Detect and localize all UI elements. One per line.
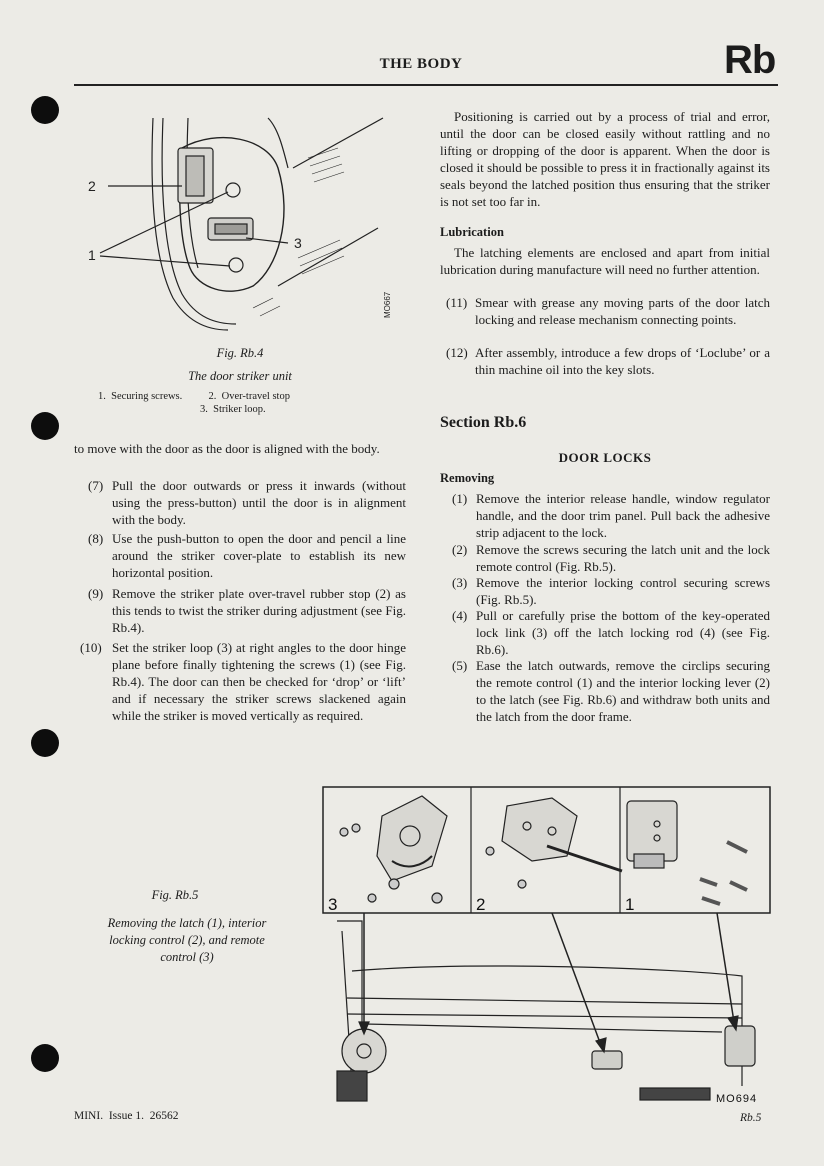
remove-step-4 xyxy=(452,607,770,658)
step-12-text: After assembly, introduce a few drops of ‘Loclube’ or a thin machine oil into the key slots. xyxy=(475,345,770,377)
step-9 xyxy=(88,585,406,636)
fig5-ref: MO694 xyxy=(716,1093,758,1104)
door-latch-illustration xyxy=(322,786,772,1104)
remote-control-part xyxy=(377,796,447,881)
fig5-caption-text: Removing the latch (1), interior locking control (2), and remote control (3) xyxy=(107,916,267,964)
remove-step-2-text: Remove the screws securing the latch unit and the lock remote control (Fig. Rb.5). xyxy=(476,542,770,574)
step-9-text: Remove the striker plate over-travel rubber stop (2) as this tends to twist the striker during adjustment (see Fig. Rb.4). xyxy=(112,586,406,635)
remove-step-5-text: Ease the latch outwards, remove the circlips securing the remote control (1) and the interior locking lever (2) to the latch (see Fig. Rb.6) and withdraw both units and the latch from the door frame. xyxy=(476,658,770,724)
remove-step-3-text: Remove the interior locking control securing screws (Fig. Rb.5). xyxy=(476,575,770,607)
remove-step-5-number: (5) xyxy=(452,658,468,673)
lubrication-paragraph: The latching elements are enclosed and apart from initial lubrication during manufacture will need no further attention. xyxy=(440,245,770,277)
positioning-paragraph: Positioning is carried out by a process of trial and error, until the door can be closed easily without rattling and no lifting or dropping of the door is apparent. When the door is closed it should be possible to press it in fractionally against its seals beyond the latched position thus ensuring that the striker is not set too far in. xyxy=(440,109,770,209)
binder-hole-4 xyxy=(31,1044,59,1072)
page-number: Rb.5 xyxy=(740,1112,762,1124)
remove-step-4-text: Pull or carefully prise the bottom of the key-operated lock link (3) off the latch locking rod (4) (see Fig. Rb.6). xyxy=(476,608,770,657)
step-12 xyxy=(446,344,770,378)
remove-step-1-number: (1) xyxy=(452,491,468,506)
fig5-label-1: 1 xyxy=(625,895,635,914)
remove-step-4-number: (4) xyxy=(452,608,468,623)
footer-left: MINI. Issue 1. 26562 xyxy=(74,1110,179,1122)
step-11-number: (11) xyxy=(446,295,468,310)
remove-step-3-number: (3) xyxy=(452,575,468,590)
remote-control-installed xyxy=(342,1029,386,1073)
step-10 xyxy=(80,639,406,724)
step-7-text: Pull the door outwards or press it inwards (without using the press-button) until the door is in alignment with the body. xyxy=(112,478,406,527)
step-8 xyxy=(88,530,406,581)
binder-hole-1 xyxy=(31,96,59,124)
securing-screw-upper xyxy=(226,183,240,197)
fig5-label-3: 3 xyxy=(328,895,338,914)
remove-step-1-text: Remove the interior release handle, window regulator handle, and the door trim panel. Pull back the adhesive strip adjacent to the lock. xyxy=(476,491,770,540)
removing-heading: Removing xyxy=(440,471,495,485)
securing-screw-lower xyxy=(229,258,243,272)
step-8-text: Use the push-button to open the door and pencil a line around the striker cover-plate to establish its new horizontal position. xyxy=(112,531,406,580)
latch-installed xyxy=(725,1026,755,1066)
fig5-caption-number: Fig. Rb.5 xyxy=(151,888,199,902)
remove-step-5 xyxy=(452,657,770,725)
fig4-caption-number: Fig. Rb.4 xyxy=(216,346,264,360)
fig4-callout-2: 2 xyxy=(88,178,96,194)
step-10-number: (10) xyxy=(80,640,102,655)
binder-hole-3 xyxy=(31,729,59,757)
fig4-legend-line-2: 3. Striker loop. xyxy=(200,404,266,415)
remove-step-2 xyxy=(452,541,770,575)
fig4-ref: MO667 xyxy=(383,291,392,318)
door-striker-illustration xyxy=(78,108,408,338)
lubrication-heading: Lubrication xyxy=(440,225,504,239)
fig4-caption-title: The door striker unit xyxy=(188,369,292,383)
step-9-number: (9) xyxy=(88,586,104,601)
step-11 xyxy=(446,294,770,328)
fig4-callout-3: 3 xyxy=(294,235,302,251)
header-rule xyxy=(74,84,778,86)
fig5-label-2: 2 xyxy=(476,895,486,914)
step-11-text: Smear with grease any moving parts of the door latch locking and release mechanism connecting points. xyxy=(475,295,770,327)
locking-control-installed xyxy=(592,1051,622,1069)
fig4-legend-line-1: 1. Securing screws. 2. Over-travel stop xyxy=(98,391,290,402)
continuation-paragraph: to move with the door as the door is aligned with the body. xyxy=(74,441,380,456)
step-8-number: (8) xyxy=(88,531,104,546)
section-heading: Section Rb.6 xyxy=(440,414,527,431)
step-7-number: (7) xyxy=(88,478,104,493)
door-locks-heading: DOOR LOCKS xyxy=(558,450,652,465)
step-7 xyxy=(88,477,406,528)
remove-step-2-number: (2) xyxy=(452,542,468,557)
remove-step-1 xyxy=(452,490,770,541)
fig4-callout-1: 1 xyxy=(88,247,96,263)
step-10-text: Set the striker loop (3) at right angles to the door hinge plane before finally tightening the screws (1) (see Fig. Rb.4). The door can then be checked for ‘drop’ or ‘lift’ and if necessary the striker screws slackened again while the striker is moved vertically as required. xyxy=(112,640,406,723)
step-12-number: (12) xyxy=(446,345,468,360)
remove-step-3 xyxy=(452,574,770,608)
page-header-title: THE BODY xyxy=(379,56,463,72)
binder-hole-2 xyxy=(31,412,59,440)
section-tag: Rb xyxy=(724,38,776,82)
latch-part xyxy=(627,801,677,861)
